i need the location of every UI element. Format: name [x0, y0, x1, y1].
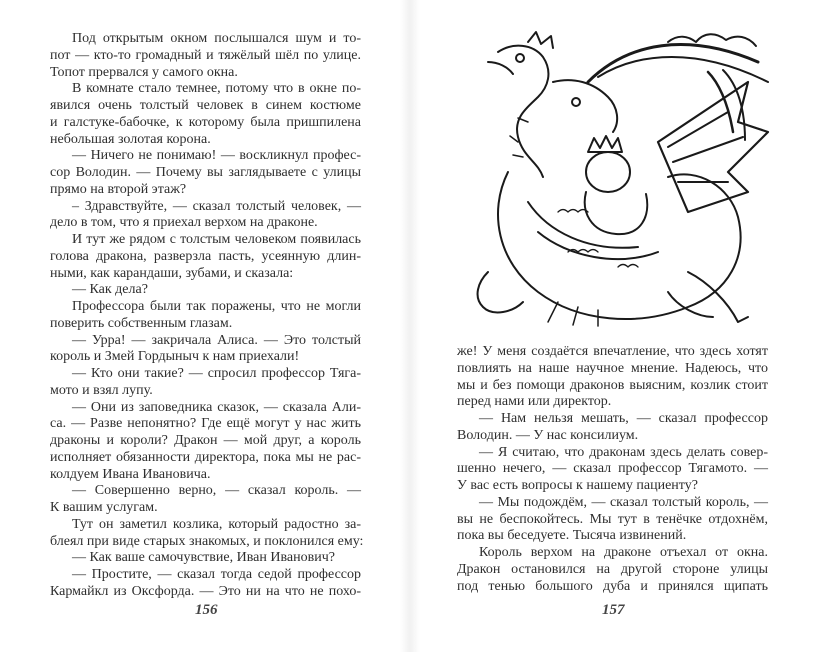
- text-line: Володин. — У нас консилиум.: [457, 427, 639, 443]
- left-page-text: [50, 31, 364, 601]
- text-line: и галстуке-бабочке, к которому была пришпилена: [50, 114, 361, 130]
- text-line: пока вы беседуете. Тысяча извинений.: [457, 528, 687, 544]
- text-line: шенно нечего, — сказал профессор Тягамото. —: [457, 461, 768, 477]
- text-line: король и Змей Гордыныч к нам приехали!: [50, 349, 300, 365]
- text-line: — Кто они такие? — спросил профессор Тяга-: [72, 366, 361, 381]
- text-line: И тут же рядом с толстым человеком появилась: [72, 232, 361, 247]
- text-line: драконы и короли? Дракон — мой друг, а король: [50, 433, 361, 448]
- text-line: голова дракона, разверзла пасть, усеянную длин-: [50, 248, 361, 264]
- text-line: Под открытым окном послышался шум и то-: [72, 31, 361, 46]
- text-line: мото и взял лупу.: [50, 382, 153, 398]
- text-line: Топот прервался у самого окна.: [50, 64, 238, 80]
- text-line: В комнате стало темнее, потому что в окне по-: [72, 81, 361, 97]
- text-line: под тенью большого дуба и принялся щипать: [457, 578, 768, 594]
- text-line: дело в том, что я приехал верхом на драконе.: [50, 215, 318, 231]
- text-line: блеял при виде старых знакомых, и поклонился ему:: [50, 533, 364, 549]
- right-page: [410, 0, 820, 652]
- text-line: — Они из заповедника сказок, — сказала Али-: [72, 399, 361, 415]
- dragon-with-king-icon: [468, 22, 784, 334]
- text-line: ными, как карандаши, зубами, и сказала:: [50, 265, 294, 281]
- text-line: — Простите, — сказал тогда седой профессор: [72, 567, 361, 582]
- text-line: явился очень толстый человек в синем костюме: [50, 98, 361, 113]
- text-line: — Урра! — закричала Алиса. — Это толстый: [72, 332, 361, 348]
- text-line: пот — кто-то громадный и тяжёлый шёл по улице.: [50, 47, 361, 63]
- text-line: У вас есть вопросы к нашему пациенту?: [457, 478, 698, 493]
- page-number: 156: [195, 602, 218, 618]
- text-line: — Я считаю, что драконам здесь делать совер-: [479, 444, 768, 460]
- text-line: Кармайкл из Оксфорда. — Это ни на что не похо-: [50, 583, 361, 599]
- text-line: — Совершенно верно, — сказал король. —: [72, 483, 361, 499]
- text-line: исполняет обязанности директора, пока мы не рас-: [50, 449, 361, 465]
- text-line: — Нам нельзя мешать, — сказал профессор: [479, 411, 768, 426]
- text-line: К вашим услугам.: [50, 500, 158, 515]
- right-page-text: [457, 344, 768, 595]
- text-line: — Как дела?: [72, 282, 148, 298]
- text-line: прямо на второй этаж?: [50, 181, 187, 197]
- text-line: сор Володин. — Почему вы заглядываете с улицы: [50, 165, 361, 180]
- text-line: Тут он заметил козлика, который радостно за-: [72, 516, 361, 532]
- text-line: колдуем Ивана Ивановича.: [50, 466, 211, 482]
- text-line: Король верхом на драконе отъехал от окна.: [479, 545, 768, 560]
- text-line: повлиять на наше научное мнение. Надеюсь, что: [457, 360, 768, 376]
- text-line: вы не беспокойтесь. Мы тут в тенёчке отдохнём,: [457, 511, 768, 527]
- text-line: Дракон остановился на другой стороне улицы: [457, 561, 768, 577]
- text-line: — Как ваше самочувствие, Иван Иванович?: [72, 550, 335, 566]
- text-line: поверить собственным глазам.: [50, 315, 233, 331]
- text-line: перед нами или директор.: [457, 394, 612, 410]
- text-line: са. — Разве непонятно? Где ещё могут у нас жить: [50, 416, 361, 432]
- text-line: — Мы подождём, — сказал толстый король, —: [479, 494, 768, 510]
- text-line: – Здравствуйте, — сказал толстый человек, —: [72, 198, 361, 214]
- text-line: же! У меня создаётся впечатление, что здесь хотят: [457, 344, 768, 359]
- text-line: мы и без помощи драконов выясним, козлик стоит: [457, 377, 768, 393]
- text-line: — Ничего не понимаю! — воскликнул профес-: [72, 148, 361, 164]
- text-line: Профессора были так поражены, что не могли: [72, 299, 361, 314]
- text-line: небольшая золотая корона.: [50, 131, 211, 147]
- page-number: 157: [602, 602, 625, 618]
